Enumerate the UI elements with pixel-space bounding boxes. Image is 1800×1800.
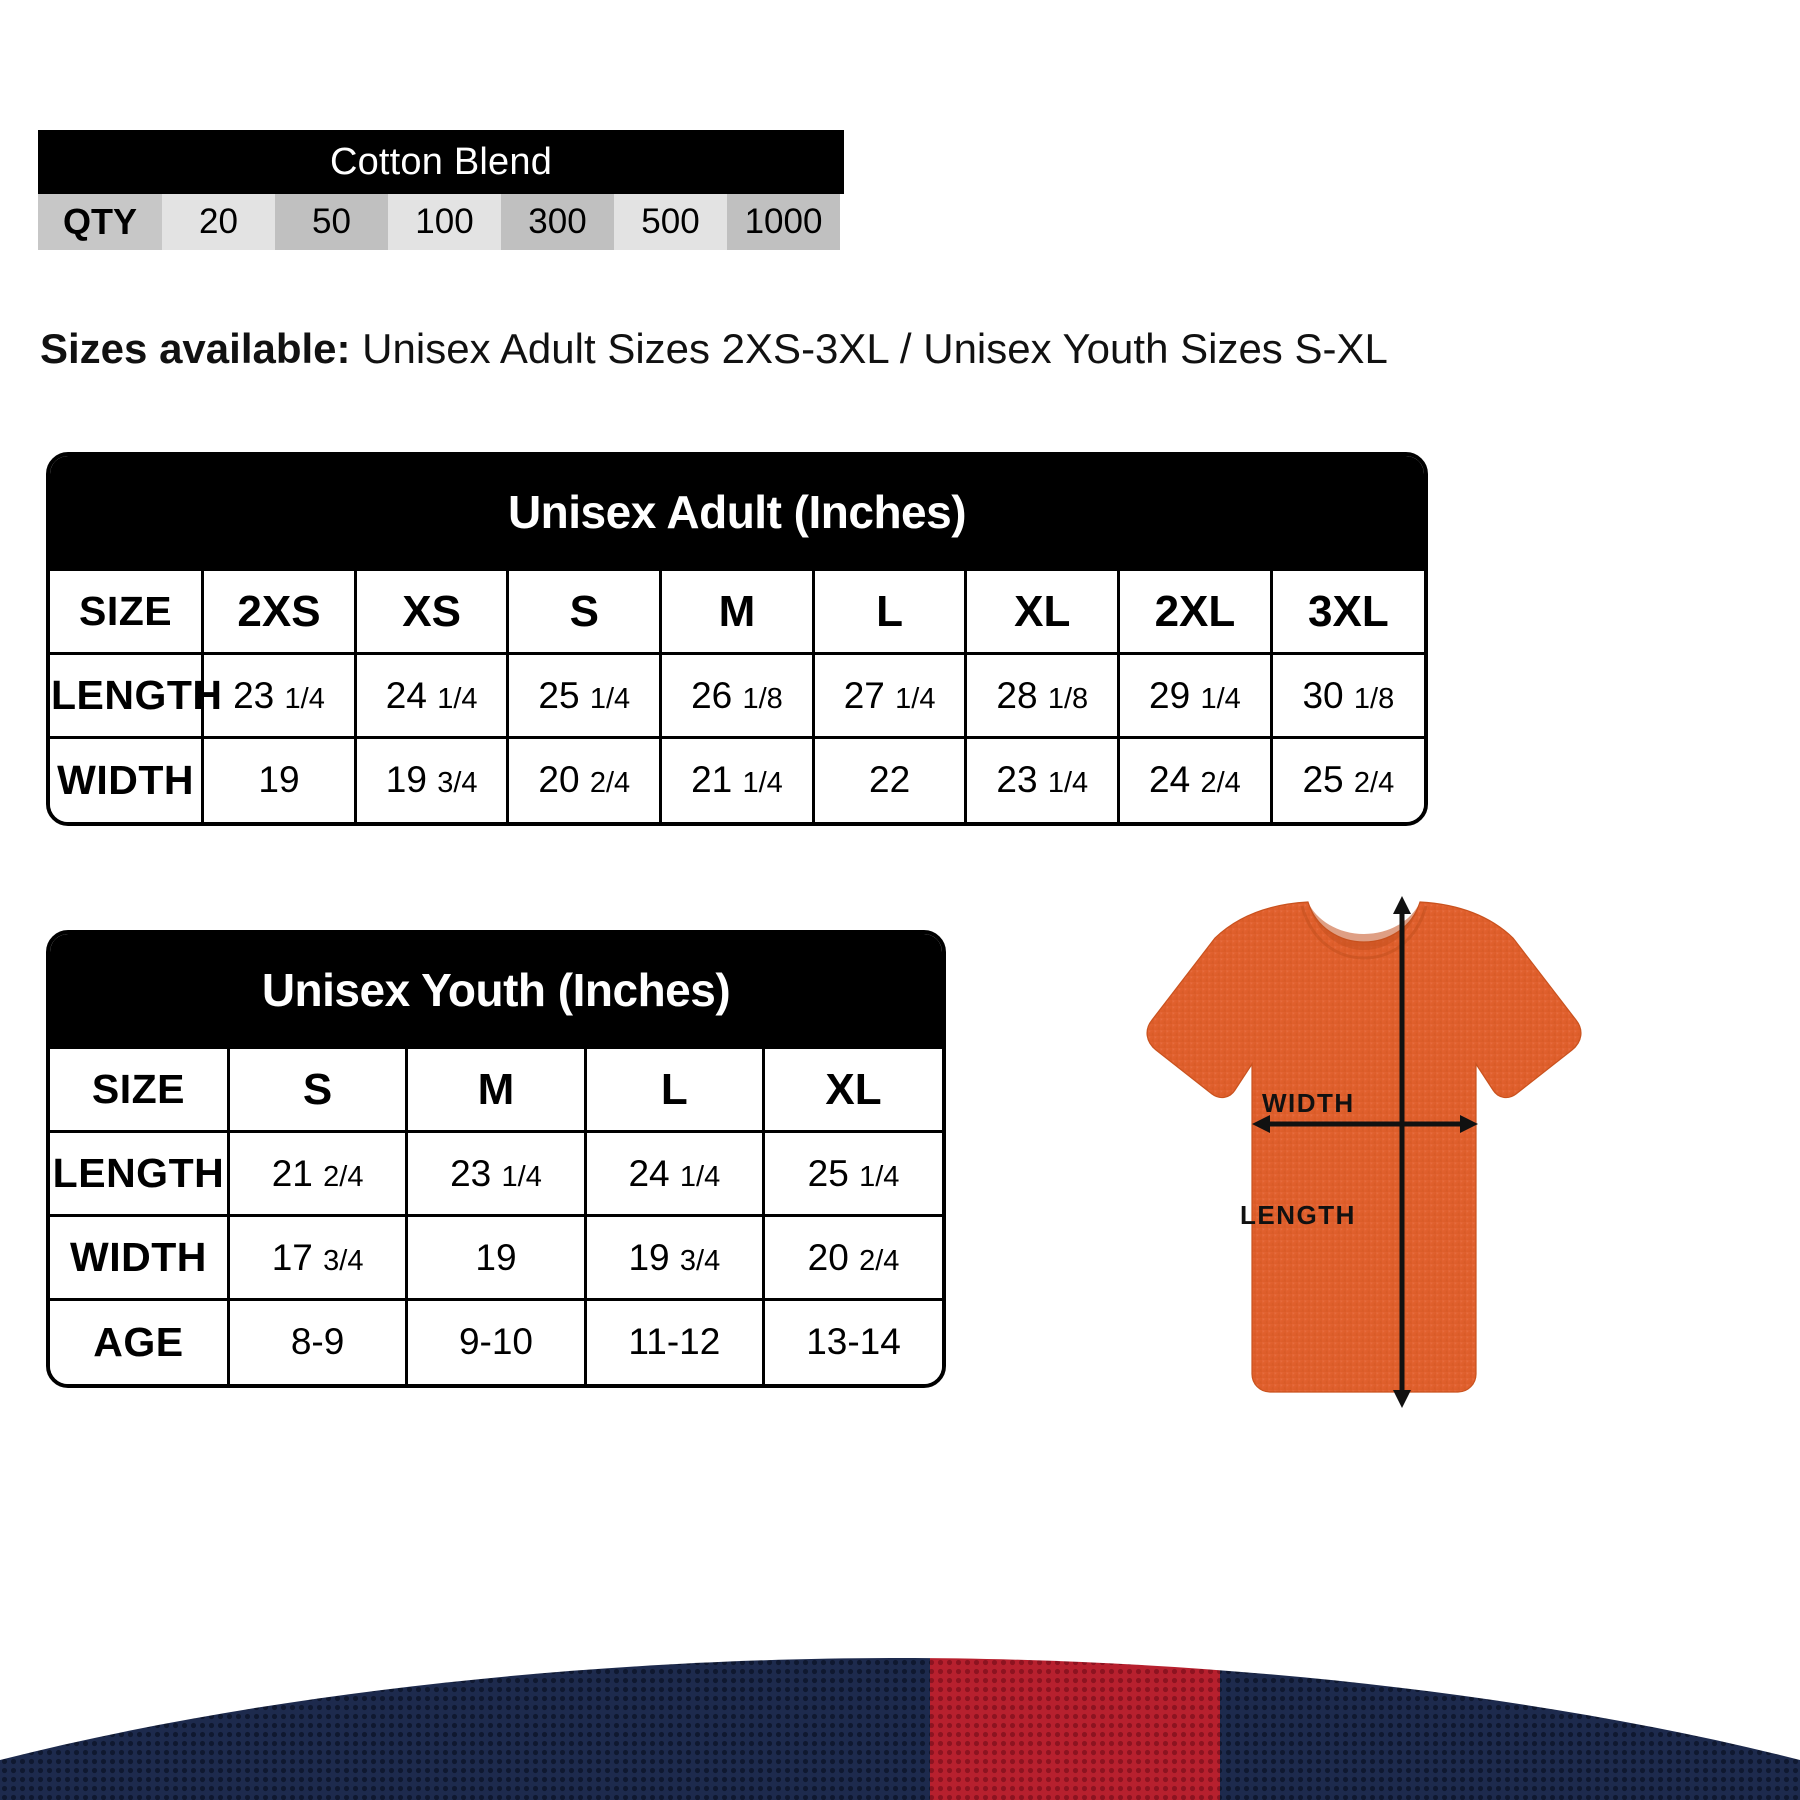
youth-length-m: 23 1/4 — [407, 1132, 585, 1216]
table-row — [50, 1048, 942, 1132]
youth-age-l: 11-12 — [585, 1300, 763, 1384]
length-measure-label: LENGTH — [1240, 1200, 1356, 1230]
sizes-available-value: Unisex Adult Sizes 2XS-3XL / Unisex Youth Sizes S-XL — [350, 325, 1388, 372]
youth-length-s: 21 2/4 — [228, 1132, 406, 1216]
youth-length-l: 24 1/4 — [585, 1132, 763, 1216]
youth-age-xl: 13-14 — [764, 1300, 942, 1384]
adult-width-l: 22 — [813, 738, 966, 822]
adult-size-xl: XL — [966, 570, 1119, 654]
adult-size-m: M — [661, 570, 814, 654]
qty-cell-50: 50 — [275, 194, 388, 250]
qty-row — [38, 194, 844, 250]
adult-length-s: 25 1/4 — [508, 654, 661, 738]
cotton-blend-qty-block — [38, 130, 844, 250]
youth-width-l: 19 3/4 — [585, 1216, 763, 1300]
adult-size-l: L — [813, 570, 966, 654]
table-row — [50, 1216, 942, 1300]
adult-row-header-size: SIZE — [50, 570, 203, 654]
tshirt-icon — [1040, 880, 1600, 1440]
adult-length-2xs: 23 1/4 — [203, 654, 356, 738]
adult-row-header-length: LENGTH — [50, 654, 203, 738]
youth-table-title: Unisex Youth (Inches) — [50, 934, 942, 1046]
qty-cell-500: 500 — [614, 194, 727, 250]
adult-size-2xl: 2XL — [1119, 570, 1272, 654]
table-row — [50, 1300, 942, 1384]
adult-row-header-width: WIDTH — [50, 738, 203, 822]
cotton-blend-title: Cotton Blend — [38, 130, 844, 194]
youth-length-xl: 25 1/4 — [764, 1132, 942, 1216]
sizes-available-line — [40, 325, 1388, 373]
bottom-decorative-band — [0, 1640, 1800, 1800]
adult-width-3xl: 25 2/4 — [1271, 738, 1424, 822]
youth-width-xl: 20 2/4 — [764, 1216, 942, 1300]
adult-length-l: 27 1/4 — [813, 654, 966, 738]
youth-width-m: 19 — [407, 1216, 585, 1300]
sizes-available-label: Sizes available: — [40, 325, 351, 372]
youth-size-s: S — [228, 1048, 406, 1132]
table-row — [50, 654, 1424, 738]
youth-table-grid — [50, 1046, 942, 1384]
adult-width-2xl: 24 2/4 — [1119, 738, 1272, 822]
adult-width-2xs: 19 — [203, 738, 356, 822]
table-row — [50, 1132, 942, 1216]
youth-row-header-age: AGE — [50, 1300, 228, 1384]
qty-label: QTY — [38, 194, 162, 250]
adult-table-grid — [50, 568, 1424, 822]
adult-width-m: 21 1/4 — [661, 738, 814, 822]
adult-length-xl: 28 1/8 — [966, 654, 1119, 738]
width-measure-label: WIDTH — [1262, 1088, 1355, 1118]
adult-table-title: Unisex Adult (Inches) — [50, 456, 1424, 568]
adult-length-3xl: 30 1/8 — [1271, 654, 1424, 738]
halftone-curve-graphic — [0, 1640, 1800, 1800]
youth-row-header-width: WIDTH — [50, 1216, 228, 1300]
qty-cell-1000: 1000 — [727, 194, 840, 250]
adult-size-s: S — [508, 570, 661, 654]
adult-length-2xl: 29 1/4 — [1119, 654, 1272, 738]
adult-size-2xs: 2XS — [203, 570, 356, 654]
youth-row-header-size: SIZE — [50, 1048, 228, 1132]
qty-cell-100: 100 — [388, 194, 501, 250]
adult-width-xs: 19 3/4 — [355, 738, 508, 822]
youth-size-l: L — [585, 1048, 763, 1132]
adult-size-3xl: 3XL — [1271, 570, 1424, 654]
qty-cell-300: 300 — [501, 194, 614, 250]
youth-width-s: 17 3/4 — [228, 1216, 406, 1300]
adult-width-s: 20 2/4 — [508, 738, 661, 822]
adult-width-xl: 23 1/4 — [966, 738, 1119, 822]
table-row — [50, 570, 1424, 654]
youth-row-header-length: LENGTH — [50, 1132, 228, 1216]
adult-size-xs: XS — [355, 570, 508, 654]
youth-age-m: 9-10 — [407, 1300, 585, 1384]
tshirt-illustration — [1040, 880, 1600, 1440]
youth-size-xl: XL — [764, 1048, 942, 1132]
adult-size-table — [46, 452, 1428, 826]
adult-length-xs: 24 1/4 — [355, 654, 508, 738]
youth-age-s: 8-9 — [228, 1300, 406, 1384]
youth-size-table — [46, 930, 946, 1388]
youth-size-m: M — [407, 1048, 585, 1132]
qty-cell-20: 20 — [162, 194, 275, 250]
adult-length-m: 26 1/8 — [661, 654, 814, 738]
table-row — [50, 738, 1424, 822]
